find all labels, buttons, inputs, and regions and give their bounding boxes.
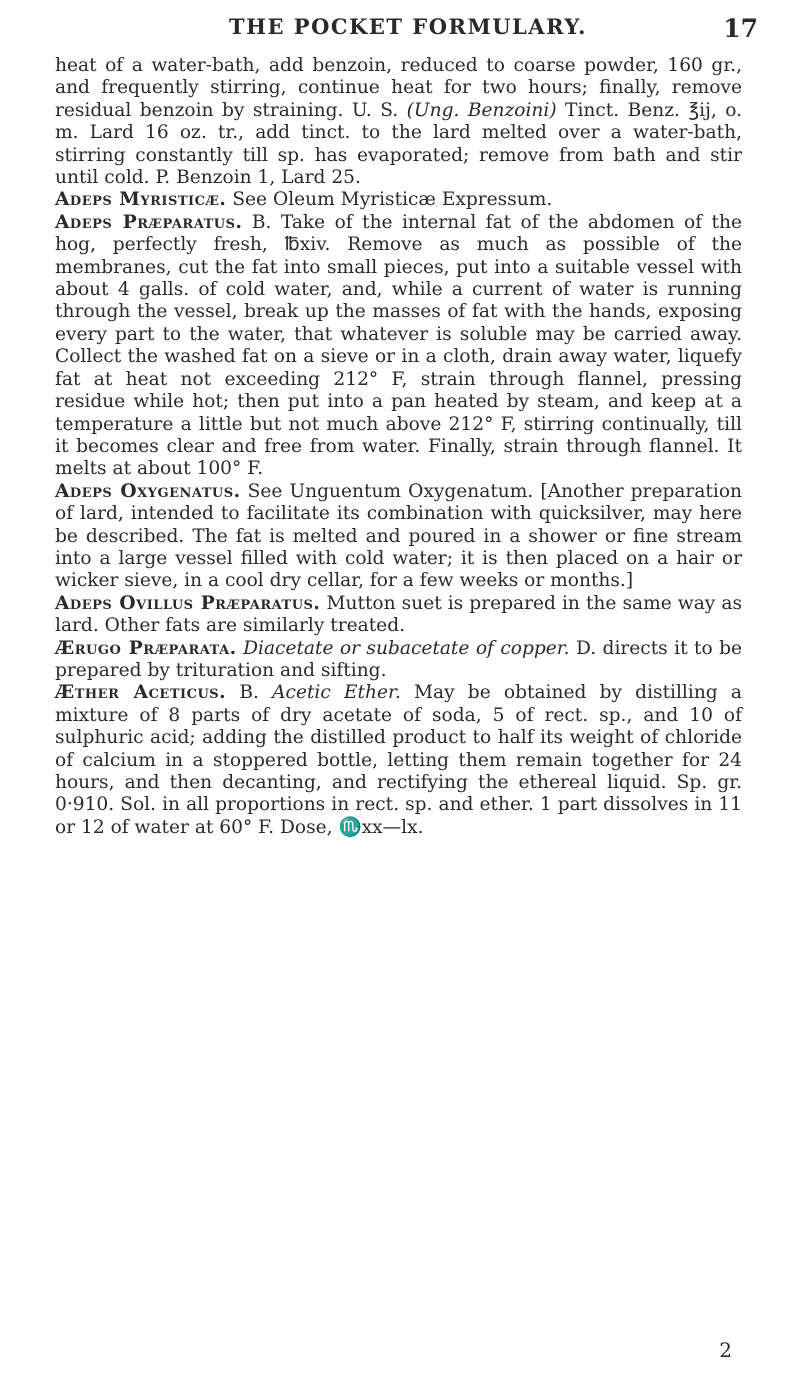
entry-text: May be obtained by distilling a mixture of 8 parts of dry acetate of soda, 5 of rect. sp., and 10 of sulphuric acid; adding the distilled product to half its weight of chloride of calcium in a stoppered bottle, letting them remain together for 24 hours, and then decanting, and rectifying the ethereal liquid. Sp. gr. 0·910. Sol. in all proportions in rect. sp. and ether. 1 part dissolves in 11 or 12 of water at 60° F. Dose, ♏xx—lx. <box>55 682 742 838</box>
entry-headword: Adeps Oxygenatus. <box>55 480 241 502</box>
signature-mark: 2 <box>719 1338 732 1362</box>
paragraph-text: Tinct. Benz. ℥ij, o. m. Lard 16 oz. tr., add tinct. to the lard melted over a water-bath, stirring constantly till sp. has evaporated; remove from bath and stir until cold. P. Benzoin 1, Lard 25. <box>55 99 742 189</box>
paragraph-text: heat of a water-bath, add benzoin, reduced to coarse powder, 160 gr., and frequently stirring, continue heat for two hours; finally, remove residual benzoin by straining. U. S. <box>55 55 742 121</box>
italic-text: Acetic Ether. <box>272 682 401 704</box>
entry-text: See Unguentum Oxygenatum. [Another preparation of lard, intended to facilitate its combination with quicksilver, may here be described. The fat is melted and poured in a shower or fine stream into a large vessel filled with cold water; it is then placed on a hair or wicker sieve, in a cool dry cellar, for a few weeks or months.] <box>55 480 742 592</box>
entry-aerugo-praeparata <box>55 638 742 683</box>
entry-text: D. directs it to be prepared by trituration and sifting. <box>55 637 743 681</box>
entry-headword: Ærugo Præparata. <box>55 637 237 659</box>
entry-adeps-praeparatus <box>55 212 742 481</box>
entry-headword: Adeps Ovillus Præparatus. <box>55 592 321 614</box>
paragraph-benzoin-continuation <box>55 55 742 189</box>
running-header <box>58 14 758 42</box>
entry-text: See Oleum Myristicæ Expressum. <box>226 189 553 211</box>
text-body <box>55 55 742 839</box>
entry-text: B. Take of the internal fat of the abdomen of the hog, perfectly fresh, ℔xiv. Remove as much as possible of the membranes, cut the fat into small pieces, put into a suitable vessel with about 4 galls. of cold water, and, while a current of water is running through the vessel, break up the masses of fat with the hands, exposing every part to the water, that whatever is soluble may be carried away. Collect the washed fat on a sieve or in a cloth, drain away water, liquefy fat at heat not exceeding 212° F, strain through flannel, pressing residue while hot; then put into a pan heated by steam, and keep at a temperature a little but not much above 212° F, stirring continually, till it becomes clear and free from water. Finally, strain through flannel. It melts at about 100° F. <box>55 211 742 480</box>
entry-headword: Adeps Myristicæ. <box>55 189 227 211</box>
entry-text: Mutton suet is prepared in the same way as lard. Other fats are similarly treated. <box>55 592 742 637</box>
italic-text: Diacetate or subacetate of copper. <box>236 637 570 659</box>
entry-headword: Æther Aceticus. <box>55 682 227 704</box>
header-title: THE POCKET FORMULARY. <box>229 14 587 39</box>
entry-headword: Adeps Præparatus. <box>55 211 243 233</box>
entry-adeps-myristicae <box>55 189 742 211</box>
entry-text: B. <box>226 682 273 704</box>
page-number: 17 <box>723 14 758 43</box>
italic-text: (Ung. Benzoini) <box>406 99 557 121</box>
entry-adeps-ovillus <box>55 593 742 638</box>
entry-adeps-oxygenatus <box>55 481 742 593</box>
entry-aether-aceticus <box>55 682 742 839</box>
